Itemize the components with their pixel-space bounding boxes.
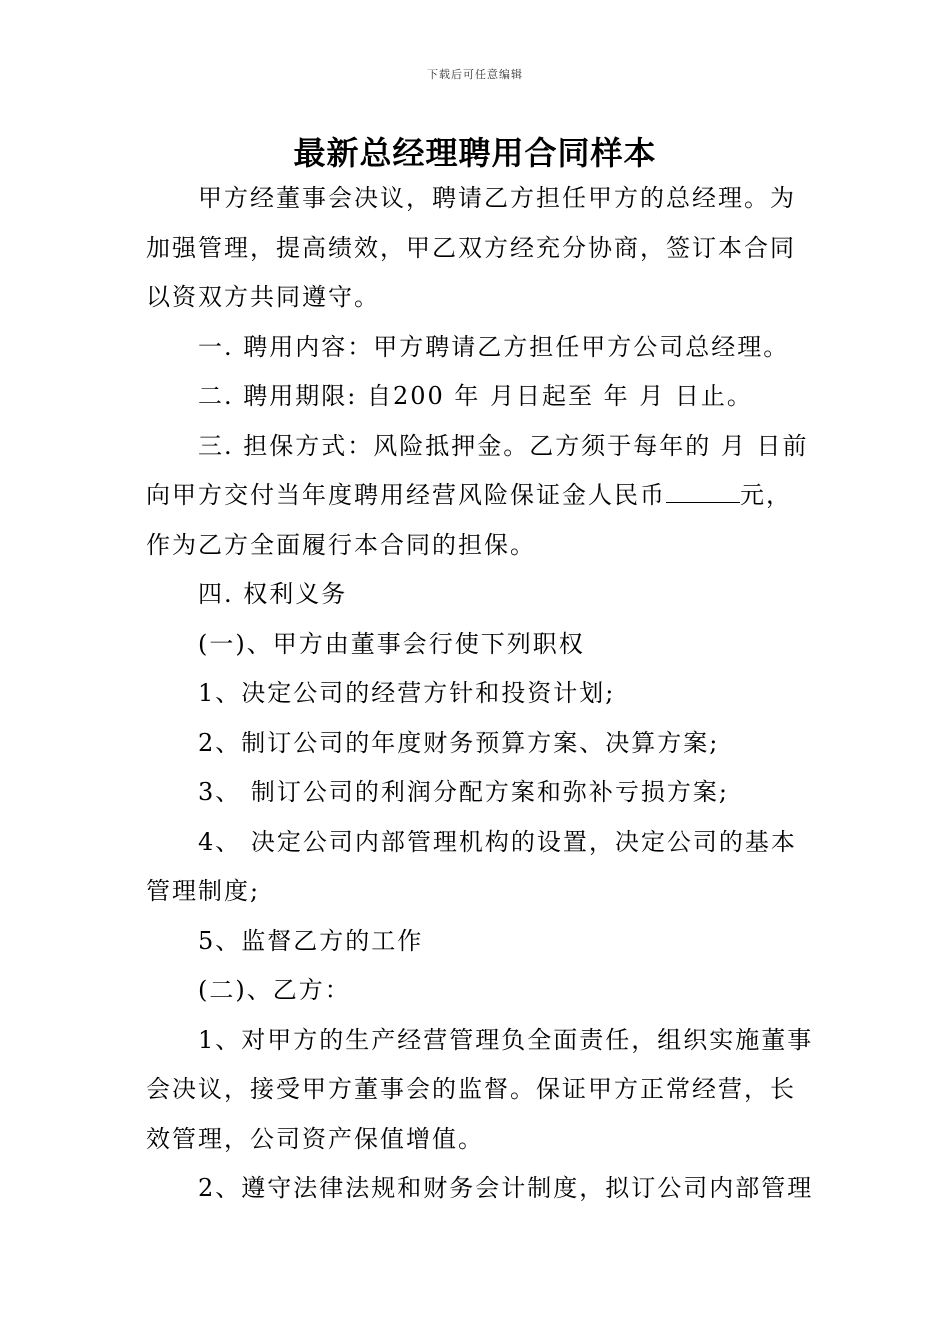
- document-body: [146, 174, 816, 1214]
- document-title: 最新总经理聘用合同样本: [293, 134, 657, 172]
- list-item: 3、 制订公司的利润分配方案和弥补亏损方案;: [198, 778, 729, 806]
- header-note: 下载后可任意编辑: [427, 68, 523, 81]
- paragraph-section-1: 一. 聘用内容：甲方聘请乙方担任甲方公司总经理。: [198, 332, 790, 361]
- paragraph-section-2: 二. 聘用期限: 自200 年 月日起至 年 月 日止。: [198, 382, 753, 410]
- list-item: 2、制订公司的年度财务预算方案、决算方案;: [198, 728, 720, 757]
- paragraph-section-4: 四. 权利义务: [198, 580, 348, 608]
- paragraph-party-a-heading: (一)、甲方由董事会行使下列职权: [198, 629, 585, 658]
- paragraph-preamble: 甲方经董事会决议，聘请乙方担任甲方的总经理。为加强管理，提高绩效，甲乙双方经充分协商，签订本合同以资双方共同遵守。: [146, 184, 796, 311]
- list-item: 1、决定公司的经营方针和投资计划;: [198, 679, 616, 707]
- paragraph-party-b-heading: (二)、乙方：: [198, 976, 351, 1004]
- list-item: 4、 决定公司内部管理机构的设置，决定公司的基本管理制度;: [146, 827, 797, 905]
- paragraph-section-3: [146, 422, 816, 571]
- section-3-text-a: 三. 担保方式：风险抵押金。乙方须于每年的 月 日前向甲方交付当年度聘用经营风险保证金人民币: [146, 431, 809, 509]
- list-item: 5、监督乙方的工作: [198, 926, 424, 955]
- list-item: 1、对甲方的生产经营管理负全面责任，组织实施董事会决议，接受甲方董事会的监督。保证甲方正常经营，长效管理，公司资产保值增值。: [146, 1025, 814, 1153]
- section-3-text-b: 元，作为乙方全面履行本合同的担保。: [146, 481, 792, 559]
- list-item: 2、遵守法律法规和财务会计制度，拟订公司内部管理: [198, 1174, 814, 1202]
- amount-blank-line: [666, 480, 740, 503]
